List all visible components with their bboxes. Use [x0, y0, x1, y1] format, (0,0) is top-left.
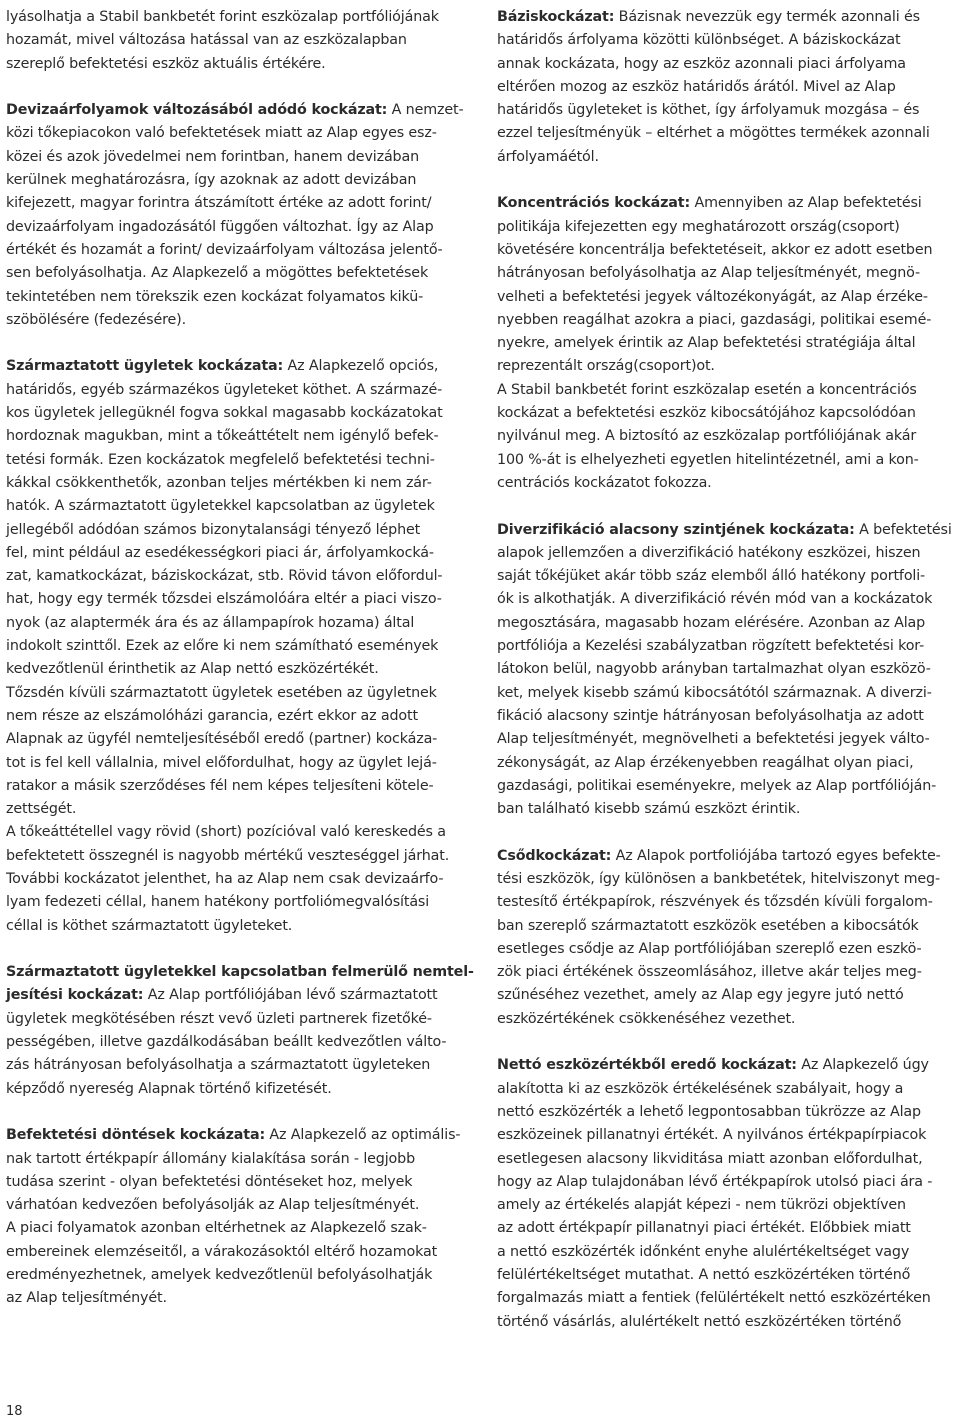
body-text: megosztására, magasabb hozam elérésére. Azonban az Alap: [497, 614, 926, 631]
body-text: kifejezett, magyar forintra átszámított értéke az adott forint/: [6, 195, 432, 212]
text-line: [497, 519, 955, 542]
paragraph-gap: [6, 76, 458, 99]
body-text: követésére koncentrálja befektetéseit, akkor ez adott esetben: [497, 241, 933, 258]
text-line: [6, 402, 458, 425]
body-text: a nettó eszközérték időnként enyhe alulértékeltséget vagy: [497, 1243, 910, 1260]
text-line: [6, 612, 458, 635]
body-text: zök piaci értékének összeomlásához, illetve akár teljes meg-: [497, 964, 922, 981]
body-text: közei és azok jövedelmei nem forintban, hanem devizában: [6, 148, 419, 165]
body-text: centrációs kockázatot fokozza.: [497, 474, 712, 491]
text-line: [497, 6, 955, 29]
heading-text: Befektetési döntések kockázata:: [6, 1127, 266, 1144]
text-line: [6, 891, 458, 914]
body-text: nyebben reagálhat azokra a piaci, gazdasági, politikai esemé-: [497, 311, 932, 328]
body-text: eszközértékének csökkenéséhez vezethet.: [497, 1010, 796, 1027]
text-line: [6, 262, 458, 285]
body-text: A tőkeáttétellel vagy rövid (short) pozícióval való kereskedés a: [6, 824, 446, 841]
text-line: [6, 99, 464, 122]
text-line: [497, 705, 955, 728]
text-line: [6, 122, 458, 145]
body-text: Alap teljesítményét, megnövelheti a befektetési jegyek válto-: [497, 731, 930, 748]
body-text: fel, mint például az esedékességkori piaci ár, árfolyamkocká-: [6, 544, 434, 561]
body-text: kákkal csökkenthetők, azonban teljes mértékben ki nem zár-: [6, 474, 432, 491]
body-text: Bázisnak nevezzük egy termék azonnali és: [614, 9, 920, 25]
text-line: [6, 169, 458, 192]
body-text: lyásolhatja a Stabil bankbetét forint eszközalap portfóliójának: [6, 9, 439, 25]
text-line: [6, 588, 458, 611]
body-text: kedvezőtlenül érinthetik az Alap nettó eszközértékét.: [6, 661, 379, 678]
body-text: kockázat a befektetési eszköz kibocsátójához kapcsolódóan: [497, 405, 916, 422]
paragraph-gap: [497, 1031, 955, 1054]
text-line: [6, 519, 458, 542]
body-text: látokon belül, nagyobb arányban tartalmazhat olyan eszközö-: [497, 661, 931, 678]
body-text: politikája kifejezetten egy meghatározott ország(csoport): [497, 218, 900, 235]
body-text: hogy az Alap tulajdonában lévő értékpapírok utolsó piaci ára -: [497, 1173, 933, 1190]
text-line: [497, 682, 955, 705]
text-line: [497, 891, 955, 914]
text-line: [6, 1171, 458, 1194]
text-line: [497, 29, 955, 52]
text-line: [497, 798, 955, 821]
heading-text: Diverzifikáció alacsony szintjének kockázata:: [497, 521, 855, 538]
text-line: [6, 984, 458, 1007]
text-line: [497, 239, 955, 262]
text-line: [6, 1217, 458, 1240]
body-text: az Alap teljesítményét.: [6, 1290, 167, 1307]
body-text: szöbölésére (fedezésére).: [6, 311, 186, 328]
body-text: várhatóan kedvezően befolyásolják az Alap teljesítményét.: [6, 1197, 420, 1214]
body-text: Amennyiben az Alap befektetési: [690, 195, 922, 212]
text-line: [497, 1264, 955, 1287]
body-text: ratakor a másik szerződéses fél nem képes teljesíteni kötele-: [6, 777, 434, 794]
body-text: eltérően mozog az eszköz határidős árától. Mivel az Alap: [497, 78, 896, 95]
text-line: [497, 332, 955, 355]
text-line: [497, 53, 955, 76]
body-text: ügyletek megkötésében részt vevő üzleti partnerek fizetőké-: [6, 1010, 432, 1027]
text-line: [6, 1124, 461, 1147]
body-text: A piaci folyamatok azonban eltérhetnek az Alapkezelő szak-: [6, 1220, 427, 1237]
text-line: [497, 612, 955, 635]
text-line: [6, 775, 458, 798]
body-text: nyekre, amelyek érintik az Alap befektetési stratégiája által: [497, 335, 916, 352]
heading-text: Koncentrációs kockázat:: [497, 195, 691, 212]
text-line: [497, 565, 955, 588]
body-text: hozamát, mivel változása hatással van az eszközalapban: [6, 32, 407, 49]
body-text: forgalmazás miatt a fentiek (felülértékelt nettó eszközértéken: [497, 1290, 931, 1307]
body-text: esetlegesen alacsony likviditása miatt azonban előfordulhat,: [497, 1150, 923, 1167]
paragraph-gap: [497, 821, 955, 844]
text-line: [497, 1287, 955, 1310]
text-line: [497, 1078, 955, 1101]
body-text: fikáció alacsony szintje hátrányosan befolyásolhatja az adott: [497, 707, 924, 724]
text-line: [6, 682, 458, 705]
body-text: reprezentált ország(csoport)ot.: [497, 358, 715, 375]
body-text: kerülnek meghatározásra, így azoknak az adott devizában: [6, 172, 417, 189]
body-text: A befektetési: [854, 521, 952, 538]
body-text: zat, kamatkockázat, báziskockázat, stb. Rövid távon előfordul-: [6, 568, 443, 585]
text-line: [497, 728, 955, 751]
text-line: [497, 961, 955, 984]
body-text: kos ügyletek jellegüknél fogva sokkal magasabb kockázatokat: [6, 405, 443, 422]
text-line: [6, 705, 458, 728]
text-line: [497, 1124, 955, 1147]
body-text: ban szereplő származtatott eszközök esetében a kibocsátók: [497, 917, 919, 934]
body-text: Az Alapkezelő az optimális-: [265, 1127, 461, 1144]
heading-text: Csődkockázat:: [497, 847, 612, 864]
text-line: [6, 752, 458, 775]
text-line: [497, 1194, 955, 1217]
text-line: [497, 658, 955, 681]
body-text: Az Alap portfóliójában lévő származtatott: [143, 987, 438, 1004]
text-line: [6, 1078, 458, 1101]
body-text: céllal is köthet származtatott ügyleteket.: [6, 917, 293, 934]
body-text: embereinek elemzéseitől, a várakozásoktól eltérő hozamokat: [6, 1243, 438, 1260]
text-line: [497, 146, 955, 169]
text-line: [497, 192, 955, 215]
body-text: tekintetében nem törekszik ezen kockázat folyamatos kikü-: [6, 288, 424, 305]
body-text: határidős ügyleteket is köthet, így árfolyamuk mozgása – és: [497, 102, 920, 119]
text-line: [497, 76, 955, 99]
text-line: [6, 1241, 458, 1264]
text-line: [6, 728, 458, 751]
text-line: [497, 286, 955, 309]
body-text: zékonyságát, az Alap érzékenyebben reagálhat olyan piaci,: [497, 754, 914, 771]
heading-text: Származtatott ügyletek kockázata:: [6, 358, 284, 375]
text-line: [6, 845, 458, 868]
text-line: [6, 1031, 458, 1054]
text-line: [6, 1054, 458, 1077]
body-text: hat, hogy egy termék tőzsdei elszámolóára eltér a piaci viszo-: [6, 591, 442, 608]
text-line: [6, 868, 458, 891]
body-text: pességében, illetve gazdálkodásában beállt kedvezőtlen válto-: [6, 1034, 447, 1051]
text-line: [497, 588, 955, 611]
body-text: indokolt szinttől. Ezek az előre ki nem számítható események: [6, 638, 439, 655]
text-line: [6, 1008, 458, 1031]
body-text: Az Alapkezelő opciós,: [283, 358, 439, 375]
body-text: eszközeinek pillanatnyi értékét. A nyilvános értékpapírpiacok: [497, 1127, 927, 1144]
text-line: [6, 379, 458, 402]
body-text: lyam fedezeti céllal, hanem hatékony portfoliómegvalósítási: [6, 894, 430, 911]
body-text: hordoznak magukban, mint a tőkeáttételt nem igénylő befek-: [6, 428, 439, 445]
text-line: [497, 915, 955, 938]
text-line: [6, 6, 458, 29]
body-text: alakította ki az eszközök értékelésének szabályait, hogy a: [497, 1080, 904, 1097]
heading-text: Devizaárfolyamok változásából adódó kockázat:: [6, 102, 388, 119]
body-text: nettó eszközérték a lehető legpontosabban tükrözze az Alap: [497, 1103, 921, 1120]
text-line: [6, 425, 458, 448]
body-text: tési eszközök, így különösen a bankbetétek, hitelviszonyt meg-: [497, 870, 940, 887]
text-line: [497, 752, 955, 775]
body-text: Az Alapok portfoliójába tartozó egyes befekte-: [611, 847, 941, 864]
text-line: [6, 239, 458, 262]
text-line: [497, 379, 955, 402]
body-text: alapok jellemzően a diverzifikáció hatékony eszközei, hiszen: [497, 544, 921, 561]
text-line: [497, 425, 955, 448]
body-text: ket, melyek kisebb számú kibocsátótól származnak. A diverzi-: [497, 684, 932, 701]
body-text: tudása szerint - olyan befektetési döntéseket hoz, melyek: [6, 1173, 413, 1190]
body-text: határidős árfolyama közötti különbséget. A báziskockázat: [497, 32, 901, 49]
body-text: az adott értékpapír pillanatnyi piaci értékét. Előbbiek miatt: [497, 1220, 911, 1237]
body-text: További kockázatot jelenthet, ha az Alap nem csak devizaárfo-: [6, 870, 444, 887]
body-text: árfolyamáétól.: [497, 148, 599, 165]
text-line: [6, 495, 458, 518]
text-line: [497, 845, 955, 868]
body-text: sen befolyásolhatja. Az Alapkezelő a mögöttes befektetések: [6, 265, 429, 282]
text-line: [497, 355, 955, 378]
body-text: képződő nyereség Alapnak történő kifizetését.: [6, 1080, 332, 1097]
body-text: zettségét.: [6, 801, 77, 818]
body-text: esetleges csődje az Alap portfóliójában szereplő ezen eszkö-: [497, 940, 922, 957]
text-line: [497, 262, 955, 285]
body-text: nyilvánul meg. A biztosító az eszközalap portfóliójának akár: [497, 428, 917, 445]
text-line: [497, 938, 955, 961]
paragraph-gap: [6, 1101, 458, 1124]
body-text: saját tőkéjüket akár több száz elemből álló hatékony portfoli-: [497, 568, 926, 585]
paragraph-gap: [6, 938, 458, 961]
body-text: portfóliója a Kezelési szabályzatban rögzített befektetési kor-: [497, 638, 925, 655]
body-text: hátrányosan befolyásolhatja az Alap teljesítményét, megnö-: [497, 265, 921, 282]
body-text: tot is fel kell vállalnia, mivel előfordulhat, hogy az ügylet lejá-: [6, 754, 437, 771]
text-line: [497, 635, 955, 658]
heading-text: Származtatott ügyletekkel kapcsolatban felmerülő nemtel-: [6, 964, 474, 981]
text-line: [6, 635, 458, 658]
body-text: devizaárfolyam ingadozásától függően változhat. Így az Alap: [6, 218, 434, 235]
body-text: ban található kisebb számú eszközt érintik.: [497, 801, 801, 818]
text-line: [6, 53, 458, 76]
body-text: nem része az elszámolóházi garancia, ezért ekkor az adott: [6, 707, 418, 724]
body-text: A Stabil bankbetét forint eszközalap esetén a koncentrációs: [497, 381, 917, 398]
body-text: eredményezhetnek, amelyek kedvezőtlenül befolyásolhatják: [6, 1267, 433, 1284]
text-line: [6, 658, 458, 681]
body-text: tetési formák. Ezen kockázatok megfelelő befektetési techni-: [6, 451, 435, 468]
body-text: zás hátrányosan befolyásolhatja a származtatott ügyleteken: [6, 1057, 431, 1074]
text-line: [497, 122, 955, 145]
body-text: közi tőkepiacokon való befektetések miatt az Alap egyes esz-: [6, 125, 437, 142]
text-line: [497, 402, 955, 425]
right-text-column: [497, 6, 955, 1334]
body-text: határidős, egyéb származékos ügyleteket köthet. A származé-: [6, 381, 443, 398]
body-text: annak kockázata, hogy az eszköz azonnali piaci árfolyama: [497, 55, 906, 72]
text-line: [6, 1264, 458, 1287]
text-line: [6, 542, 458, 565]
text-line: [6, 1287, 458, 1310]
text-line: [6, 1194, 458, 1217]
text-line: [497, 1101, 955, 1124]
text-line: [497, 99, 955, 122]
text-line: [6, 146, 458, 169]
body-text: Alapnak az ügyfél nemteljesítéséből eredő (partner) kockáza-: [6, 731, 438, 748]
body-text: szereplő befektetési eszköz aktuális értékére.: [6, 55, 326, 72]
text-line: [6, 309, 458, 332]
body-text: ók is alkothatják. A diverzifikáció révén mód van a kockázatok: [497, 591, 933, 608]
text-line: [497, 1217, 955, 1240]
text-line: [497, 216, 955, 239]
text-line: [497, 542, 955, 565]
body-text: felülértékeltséget mutathat. A nettó eszközértéken történő: [497, 1267, 911, 1284]
text-line: [6, 798, 458, 821]
body-text: Az Alapkezelő úgy: [796, 1057, 929, 1074]
body-text: velheti a befektetési jegyek változékonyágát, az Alap érzéke-: [497, 288, 928, 305]
body-text: A nemzet-: [387, 102, 464, 119]
text-line: [6, 821, 458, 844]
body-text: nak tartott értékpapír állomány kialakítása során - legjobb: [6, 1150, 415, 1167]
text-line: [497, 868, 955, 891]
body-text: befektetett összegnél is nagyobb mértékű veszteséggel járhat.: [6, 847, 450, 864]
text-line: [497, 472, 955, 495]
paragraph-gap: [497, 495, 955, 518]
text-line: [497, 1171, 955, 1194]
body-text: Tőzsdén kívüli származtatott ügyletek esetében az ügyletnek: [6, 684, 437, 701]
body-text: jellegéből adódóan számos bizonytalansági tényező léphet: [6, 521, 421, 538]
text-line: [497, 449, 955, 472]
text-line: [497, 1241, 955, 1264]
body-text: gazdasági, politikai eseményekre, melyek az Alap portfólióján-: [497, 777, 937, 794]
body-text: értékét és hozamát a forint/ devizaárfolyam változása jelentő-: [6, 241, 443, 258]
body-text: nyok (az alaptermék ára és az állampapírok hozama) által: [6, 614, 415, 631]
text-line: [6, 472, 458, 495]
body-text: 100 %-át is elhelyezheti egyetlen hitelintézetnél, ami a kon-: [497, 451, 919, 468]
paragraph-gap: [497, 169, 955, 192]
text-line: [497, 984, 955, 1007]
text-line: [6, 961, 474, 984]
text-line: [6, 355, 458, 378]
body-text: hatók. A származtatott ügyletekkel kapcsolatban az ügyletek: [6, 498, 435, 515]
text-line: [6, 1148, 458, 1171]
text-line: [497, 1008, 955, 1031]
text-line: [6, 449, 458, 472]
heading-text: jesítési kockázat:: [6, 987, 144, 1004]
text-line: [6, 29, 458, 52]
text-line: [497, 775, 955, 798]
text-line: [497, 1148, 955, 1171]
text-line: [6, 216, 458, 239]
body-text: testesítő értékpapírok, részvények és tőzsdén kívüli forgalom-: [497, 894, 933, 911]
left-text-column: [6, 6, 474, 1311]
paragraph-gap: [6, 332, 458, 355]
page-number: 18: [6, 1404, 23, 1419]
text-line: [6, 286, 458, 309]
body-text: ezzel teljesítményük – eltérhet a mögöttes termékek azonnali: [497, 125, 930, 142]
heading-text: Nettó eszközértékből eredő kockázat:: [497, 1057, 797, 1074]
body-text: szűnéséhez vezethet, amely az Alap egy jegyre jutó nettó: [497, 987, 904, 1004]
body-text: amely az értékelés alapját képezi - nem tükrözi objektíven: [497, 1197, 906, 1214]
body-text: történő vásárlás, alulértékelt nettó eszközértéken történő: [497, 1313, 902, 1330]
text-line: [497, 1054, 955, 1077]
text-line: [6, 915, 458, 938]
text-line: [497, 1311, 955, 1334]
text-line: [6, 565, 458, 588]
heading-text: Báziskockázat:: [497, 9, 615, 25]
text-line: [497, 309, 955, 332]
text-line: [6, 192, 458, 215]
